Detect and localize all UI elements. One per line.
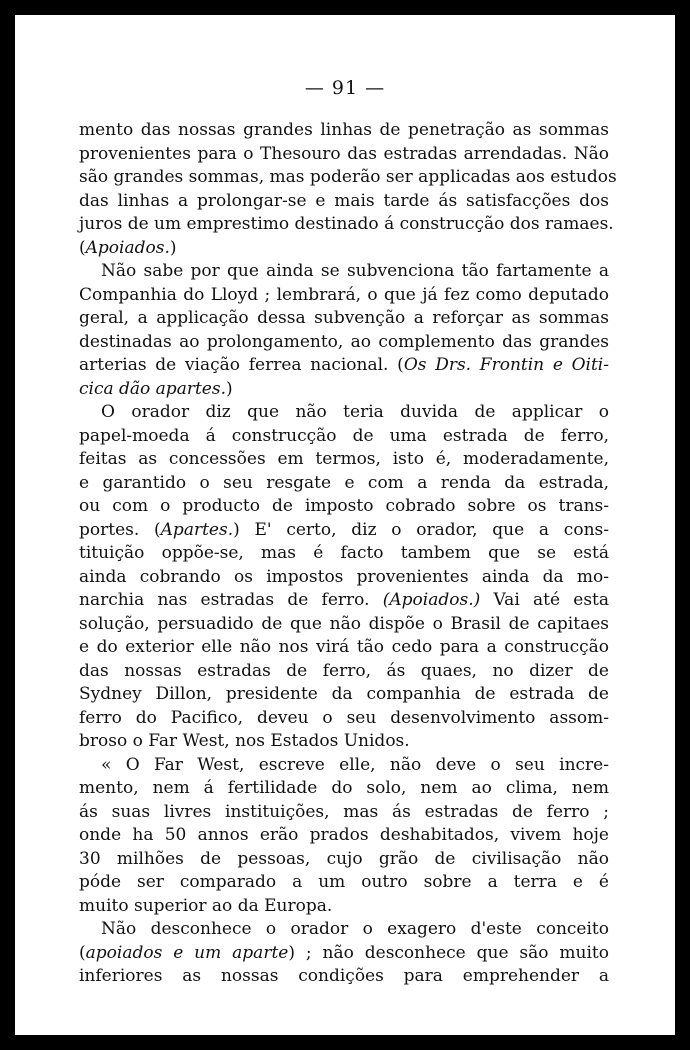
italic-text: Os Drs. Frontin e Oiti- bbox=[403, 355, 609, 375]
text-segment: juros de um emprestimo destinado á construcção dos ramaes. bbox=[79, 214, 614, 234]
text-segment: Vai até esta bbox=[480, 590, 610, 610]
text-line bbox=[79, 566, 609, 590]
text-line bbox=[79, 777, 609, 801]
text-line bbox=[79, 871, 609, 895]
text-segment: ou com o producto de imposto cobrado sobre os trans- bbox=[79, 496, 609, 516]
text-segment: Sydney Dillon, presidente da companhia de estrada de bbox=[79, 684, 609, 704]
text-segment: onde ha 50 annos erão prados deshabitados, vivem hoje bbox=[79, 825, 609, 845]
text-line bbox=[79, 683, 609, 707]
text-line bbox=[79, 284, 609, 308]
text-line bbox=[79, 119, 609, 143]
text-segment: Não desconhece o orador o exagero d'este conceito bbox=[101, 919, 609, 939]
text-segment: O orador diz que não teria duvida de applicar o bbox=[101, 402, 609, 422]
text-line bbox=[79, 730, 609, 754]
text-line bbox=[79, 143, 609, 167]
text-segment: tituição oppõe-se, mas é facto tambem que se está bbox=[79, 543, 609, 563]
text-line bbox=[79, 707, 609, 731]
text-segment: destinadas ao prolongamento, ao complemento das grandes bbox=[79, 331, 609, 352]
text-segment: « O Far West, escreve elle, não deve o seu incre- bbox=[101, 754, 609, 775]
text-line bbox=[79, 660, 609, 684]
page-number: — 91 — bbox=[304, 77, 386, 99]
italic-text: apoiados e um aparte bbox=[85, 942, 289, 963]
text-line bbox=[79, 965, 609, 989]
text-line bbox=[79, 425, 609, 449]
text-line bbox=[79, 613, 609, 637]
document-page bbox=[15, 15, 675, 1035]
text-line bbox=[79, 331, 609, 355]
text-line bbox=[79, 918, 609, 942]
italic-text: Apartes. bbox=[160, 519, 234, 540]
text-segment: papel-moeda á construcção de uma estrada de ferro, bbox=[79, 425, 609, 446]
text-segment: mento, nem á fertilidade do solo, nem ao clima, nem bbox=[79, 778, 609, 798]
text-segment: das nossas estradas de ferro, ás quaes, no dizer de bbox=[79, 660, 609, 681]
italic-text: (Apoiados.) bbox=[382, 590, 481, 610]
text-segment: inferiores as nossas condições para emprehender a bbox=[79, 966, 609, 986]
text-segment: portes. ( bbox=[79, 519, 161, 540]
text-segment: 30 milhões de pessoas, cujo grão de civilisação não bbox=[79, 848, 609, 869]
text-segment: ( bbox=[79, 942, 86, 963]
text-line bbox=[79, 378, 609, 402]
text-segment: ( bbox=[79, 237, 86, 258]
text-segment: Companhia do Lloyd ; lembrará, o que já fez como deputado bbox=[79, 284, 609, 305]
text-line bbox=[79, 190, 609, 214]
text-segment: narchia nas estradas de ferro. bbox=[79, 590, 383, 610]
text-line bbox=[79, 542, 609, 566]
text-line bbox=[79, 307, 609, 331]
italic-text: Apoiados. bbox=[85, 237, 170, 258]
text-segment: muito superior ao da Europa. bbox=[79, 895, 333, 916]
text-segment: ferro do Pacifico, deveu o seu desenvolvimento assom- bbox=[79, 707, 609, 728]
text-segment: e do exterior elle não nos virá tão cedo para a construcção bbox=[79, 637, 609, 657]
text-segment: feitas as concessões em termos, isto é, moderadamente, bbox=[79, 449, 609, 469]
text-segment: das linhas a prolongar-se e mais tarde ás satisfacções dos bbox=[79, 190, 609, 211]
text-line bbox=[79, 589, 609, 613]
text-segment: e garantido o seu resgate e com a renda da estrada, bbox=[79, 472, 609, 493]
text-segment: solução, persuadido de que não dispõe o Brasil de capitaes bbox=[79, 613, 609, 634]
text-segment: Não sabe por que ainda se subvenciona tão fartamente a bbox=[101, 261, 609, 281]
text-line bbox=[79, 472, 609, 496]
text-line bbox=[79, 354, 609, 378]
text-line bbox=[79, 895, 609, 919]
text-segment: póde ser comparado a um outro sobre a terra e é bbox=[79, 872, 609, 892]
text-line bbox=[79, 213, 614, 237]
text-segment: ) bbox=[169, 237, 177, 258]
text-line bbox=[79, 942, 609, 966]
text-line bbox=[79, 824, 609, 848]
text-segment: ) ; não desconhece que são muito bbox=[288, 942, 609, 963]
text-segment: geral, a applicação dessa subvenção a reforçar as sommas bbox=[79, 308, 609, 328]
text-segment: ) E' certo, diz o orador, que a cons- bbox=[233, 519, 609, 540]
text-segment: ) bbox=[225, 378, 233, 399]
body-text bbox=[79, 119, 617, 989]
text-segment: são grandes sommas, mas poderão ser applicadas aos estudos bbox=[79, 167, 617, 187]
text-line bbox=[79, 448, 609, 472]
text-line bbox=[79, 166, 617, 190]
text-line bbox=[79, 401, 609, 425]
text-segment: provenientes para o Thesouro das estradas arrendadas. Não bbox=[79, 143, 609, 164]
text-segment: ás suas livres instituições, mas ás estradas de ferro ; bbox=[79, 801, 609, 822]
text-segment: arterias de viação ferrea nacional. ( bbox=[79, 355, 404, 375]
italic-text: cica dão apartes. bbox=[79, 378, 226, 399]
text-line bbox=[79, 754, 609, 778]
text-line bbox=[79, 260, 609, 284]
text-line bbox=[79, 237, 609, 261]
text-segment: mento das nossas grandes linhas de penetração as sommas bbox=[79, 120, 609, 140]
text-segment: broso o Far West, nos Estados Unidos. bbox=[79, 731, 410, 751]
text-line bbox=[79, 636, 609, 660]
text-line bbox=[79, 519, 609, 543]
text-line bbox=[79, 848, 609, 872]
text-line bbox=[79, 801, 609, 825]
text-segment: ainda cobrando os impostos provenientes ainda da mo- bbox=[79, 566, 609, 587]
text-line bbox=[79, 495, 609, 519]
